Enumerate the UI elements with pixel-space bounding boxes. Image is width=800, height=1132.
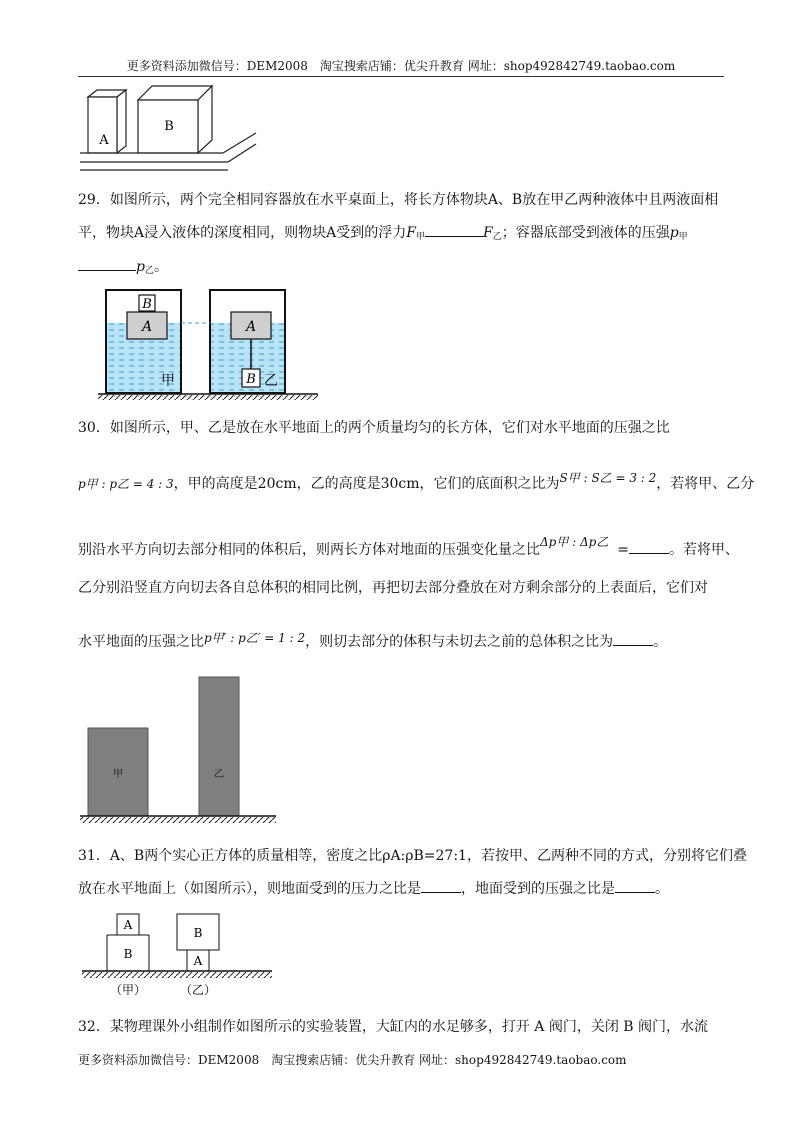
q29-label-jia: 甲 [161, 373, 175, 389]
q30-line-4: 乙分别沿竖直方向切去各自总体积的相同比例，再把切去部分叠放在对方剩余部分的上表面后，它们对 [78, 580, 708, 596]
q31-line-2: 放在水平地面上（如图所示），则地面受到的压力之比是 ，地面受到的压强之比是 。 [78, 878, 718, 899]
block-b-label: B [164, 119, 174, 134]
q29-block-b-right: B [246, 372, 256, 387]
q29-line-1: 29．如图所示，两个完全相同容器放在水平桌面上，将长方体物块A、B放在甲乙两种液体中且两液面相 [78, 192, 719, 208]
q31-jia-b: B [123, 947, 133, 961]
q30-line-5: 水平地面的压强之比p甲′ : p乙′ = 1 : 2，则切去部分的体积与未切去之前的总体积之比为 。 [78, 631, 668, 650]
q30-label-jia: 甲 [113, 769, 123, 780]
q30-label-yi: 乙 [214, 769, 224, 780]
q31-line-1: 31．A、B两个实心正方体的质量相等，密度之比ρA:ρB=27:1，若按甲、乙两种不同的方式，分别将它们叠 [78, 848, 747, 864]
figure-q29-containers [98, 285, 330, 400]
q29-block-a-right: A [245, 319, 257, 335]
q32-line-1: 32．某物理课外小组制作如图所示的实验装置，大缸内的水足够多，打开 A 阀门，关闭 B 阀门，水流 [78, 1019, 709, 1035]
q31-caption-yi: （乙） [179, 983, 217, 997]
page-footer: 更多资料添加微信号：DEM2008 淘宝搜索店铺：优尖升教育 网址：shop492842749.taobao.com [78, 1053, 627, 1067]
q30-line-3: 别沿水平方向切去部分相同的体积后，则两长方体对地面的压强变化量之比Δp甲 : Δp乙 = 。若将甲、 [78, 535, 740, 558]
q29-block-b-left: B [142, 297, 152, 312]
figure-q30-cuboids [80, 676, 280, 826]
figure-blocks-on-table [78, 80, 258, 175]
q31-yi-b: B [193, 926, 203, 940]
q31-yi-a: A [193, 954, 203, 968]
q30-line-1: 30．如图所示，甲、乙是放在水平地面上的两个质量均匀的长方体，它们对水平地面的压强之比 [78, 420, 670, 436]
q29-line-2: 平，物块A浸入液体的深度相同，则物块A受到的浮力$F_甲$ $F_乙$；容器底部受到液体的压强$p_甲$ [78, 222, 718, 247]
q31-jia-a: A [123, 918, 133, 932]
block-a-label: A [99, 133, 109, 148]
q31-caption-jia: （甲） [109, 983, 147, 997]
q29-block-a-left: A [141, 319, 153, 335]
figure-q31-stacks [80, 910, 280, 1000]
q29-label-yi: 乙 [264, 373, 278, 389]
page-header: 更多资料添加微信号：DEM2008 淘宝搜索店铺：优尖升教育 网址：shop492842749.taobao.com [78, 58, 724, 77]
q30-line-2: p甲 : p乙 = 4 : 3，甲的高度是20cm，乙的高度是30cm，它们的底面积之比为S甲 : S乙 = 3 : 2，若将甲、乙分 [78, 471, 755, 492]
q29-line-3: $p_乙$。 [78, 256, 718, 281]
